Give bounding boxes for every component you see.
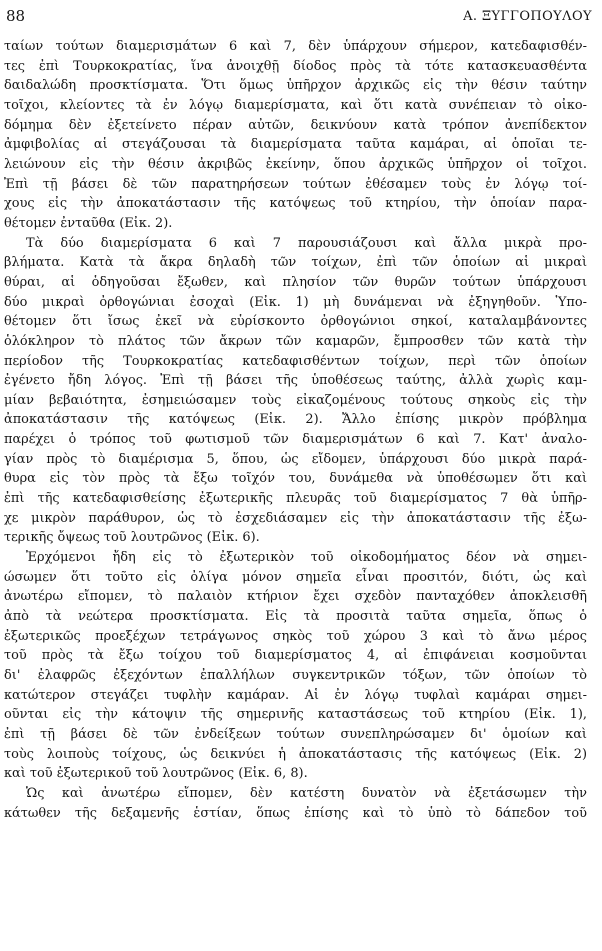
page-header	[6, 7, 592, 29]
paragraph	[4, 548, 587, 784]
text-line: δύο μικραὶ ὀρθογώνιαι ἐσοχαὶ (Εἰκ. 1) μὴ δυνάμεναι νὰ ἐξηγηθοῦν. Ὑπο-	[4, 294, 587, 310]
text-line: ταίων τούτων διαμερισμάτων 6 καὶ 7, δὲν ὑπάρχουν σήμερον, κατεδαφισθέν-	[4, 39, 587, 54]
body-text	[4, 37, 587, 823]
paragraph	[4, 784, 587, 823]
running-head-author: Α. ΞΥΓΓΟΠΟΥΛΟΥ	[463, 9, 592, 24]
text-line: οῦνται εἰς τὴν κάτοψιν τῆς σημερινῆς καταστάσεως τοῦ κτηρίου (Εἰκ. 1),	[4, 707, 587, 723]
text-line: δι' ἐλαφρῶς ἐξεχόντων ἐπαλλήλων συγκεντρικῶν τόξων, τῶν ὁποίων τὸ	[4, 668, 587, 683]
text-line: τοῦ πρὸς τὰ ἔξω τοίχου τοῦ διαμερίσματος 4, αἱ ἐπιφάνειαι κοσμοῦνται	[4, 648, 587, 664]
text-line: τοὺς λοιποὺς τοίχους, ὡς δεικνύει ἡ ἀποκατάστασις τῆς κατόψεως (Εἰκ. 2)	[4, 746, 587, 762]
text-line: τες ἐπὶ Τουρκοκρατίας, ἵνα ἀνοιχθῇ δίοδος πρὸς τὰ τότε κατασκευασθέντα	[4, 58, 587, 74]
text-line: τοῖχοι, κλείοντες τὰ ἐν λόγῳ διαμερίσματα, καὶ ὅτι κατὰ συνέπειαν τὸ οἰκο-	[4, 97, 587, 113]
text-line: Ἐρχόμενοι ἤδη εἰς τὸ ἐξωτερικὸν τοῦ οἰκοδομήματος δέον νὰ σημει-	[26, 550, 587, 566]
paragraph	[4, 37, 587, 234]
page-number: 88	[6, 7, 26, 25]
text-line: ἀνωτέρω εἴπομεν, τὸ παλαιὸν κτήριον ἔχει σχεδὸν πανταχόθεν ἀποκλεισθῆ	[4, 589, 587, 605]
text-line: θέτομεν ὅτι ἴσως ἐκεῖ νὰ εὑρίσκοντο ὀρθογώνιοι σηκοί, καταλαμβάνοντες	[4, 314, 587, 330]
text-line: χε μικρὸν παράθυρον, ὡς τὸ ἐσχεδιάσαμεν εἰς τὴν ἀποκατάστασιν τῆς ἐξω-	[4, 510, 587, 526]
text-line: Ἐπὶ τῇ βάσει δὲ τῶν παρατηρήσεων τούτων ἐθέσαμεν τοὺς ἐν λόγῳ τοί-	[4, 176, 587, 192]
text-line: κατώτερον στεγάζει τυφλὴν καμάραν. Αἱ ἐν λόγῳ τυφλαὶ καμάραι σημει-	[4, 687, 587, 703]
text-line: γίαν πρὸς τὸ διαμέρισμα 5, ὅπου, ὡς εἴδομεν, ὑπάρχουσι δύο μικρὰ παρά-	[4, 451, 587, 467]
text-line: Ὡς καὶ ἀνωτέρω εἴπομεν, δὲν κατέστη δυνατὸν νὰ ἐξετάσωμεν τὴν	[26, 785, 587, 801]
text-line: καὶ τοῦ ἐξωτερικοῦ τοῦ λουτρῶνος (Εἰκ. 6, 8).	[4, 766, 308, 782]
text-line: ἐπὶ τῇ βάσει δὲ τῶν ἐνδείξεων τούτων συνεπληρώσαμεν δι' ὁμοίων καὶ	[4, 726, 587, 742]
text-line: ώσωμεν ὅτι τοῦτο εἰς ὀλίγα μόνον σημεῖα εἶναι προσιτόν, διότι, ὡς καὶ	[4, 569, 587, 585]
text-line: βλήματα. Κατὰ τὰ ἄκρα δηλαδὴ τῶν τοίχων, ἐπὶ τῶν ὁποίων αἱ μικραὶ	[4, 255, 587, 271]
text-line: ἀπὸ τὰ νεώτερα προσκτίσματα. Εἰς τὰ προσιτὰ ταῦτα σημεῖα, ὅπως ὁ	[4, 609, 587, 625]
text-line: δόμημα δὲν ἐξετείνετο πέραν αὐτῶν, δεικνύουν κατὰ τρόπον ἀνεπίδεκτον	[4, 117, 587, 133]
text-line: Τὰ δύο διαμερίσματα 6 καὶ 7 παρουσιάζουσι καὶ ἄλλα μικρὰ προ-	[26, 235, 587, 251]
text-line: κάτωθεν τῆς δεξαμενῆς ἑστίαν, ὅπως ἐπίσης καὶ τὸ ὑπὸ τὸ δάπεδον τοῦ	[4, 805, 587, 821]
text-line: δαιδαλώδη προσκτίσματα. Ὅτι ὅμως ὑπῆρχον ἀρχικῶς εἰς τὴν θέσιν ταύτην	[4, 78, 587, 94]
text-line: τερικῆς ὄψεως τοῦ λουτρῶνος (Εἰκ. 6).	[4, 530, 260, 546]
text-line: ἀμφιβολίας αἱ στεγάζουσαι τὰ διαμερίσματα ταῦτα καμάραι, αἱ ὁποῖαι τε-	[4, 137, 587, 153]
text-line: ἐπὶ τῆς κατεδαφισθείσης ἐξωτερικῆς πλευρᾶς τοῦ διαμερίσματος 7 θὰ ὑπῆρ-	[4, 491, 587, 507]
text-line: λειώνουν εἰς τὴν θέσιν ἀκριβῶς ἐκείνην, ὅπου ἀρχικῶς ὑπῆρχον οἱ τοῖχοι.	[4, 156, 587, 172]
text-line: παρέχει ὁ τρόπος τοῦ φωτισμοῦ τῶν διαμερισμάτων 6 καὶ 7. Κατ' ἀναλο-	[4, 432, 587, 448]
text-line: θυρα εἰς τὸν πρὸς τὰ ἔξω τοῖχόν του, δυνάμεθα νὰ ὑποθέσωμεν ὅτι καὶ	[4, 471, 587, 487]
text-line: θύραι, αἱ ὁδηγοῦσαι ἔξωθεν, καὶ πλησίον τῶν θυρῶν τούτων ὑπάρχουσι	[4, 274, 587, 290]
text-line: ἐγένετο ἤδη λόγος. Ἐπὶ τῇ βάσει τῆς ὑποθέσεως ταύτης, ἀλλὰ χωρὶς καμ-	[4, 373, 587, 389]
text-line: ὁλόκληρον τὸ πλάτος τῶν ἄκρων τῶν καμαρῶν, ἔμπροσθεν τῶν κατὰ τὴν	[4, 333, 587, 349]
text-line: περίοδον τῆς Τουρκοκρατίας κατεδαφισθέντων τοίχων, περὶ τῶν ὁποίων	[4, 353, 587, 369]
text-line: ἐξωτερικῶς προεξέχων τετράγωνος σηκὸς τοῦ χώρου 3 καὶ τὸ ἄνω μέρος	[4, 628, 587, 644]
text-line: χους εἰς τὴν ἀποκατάστασιν τῆς κατόψεως τοῦ κτηρίου, τὴν ὁποίαν παρα-	[4, 196, 587, 212]
paragraph	[4, 234, 587, 549]
text-line: ἀποκατάστασιν τῆς κατόψεως (Εἰκ. 2). Ἄλλο ἐπίσης μικρὸν πρόβλημα	[4, 412, 587, 428]
text-line: μίαν βεβαιότητα, ἐσημειώσαμεν τοὺς εἰκαζομένους τούτους σηκοὺς εἰς τὴν	[4, 392, 587, 408]
text-line: θέτομεν ἐνταῦθα (Εἰκ. 2).	[4, 215, 173, 231]
